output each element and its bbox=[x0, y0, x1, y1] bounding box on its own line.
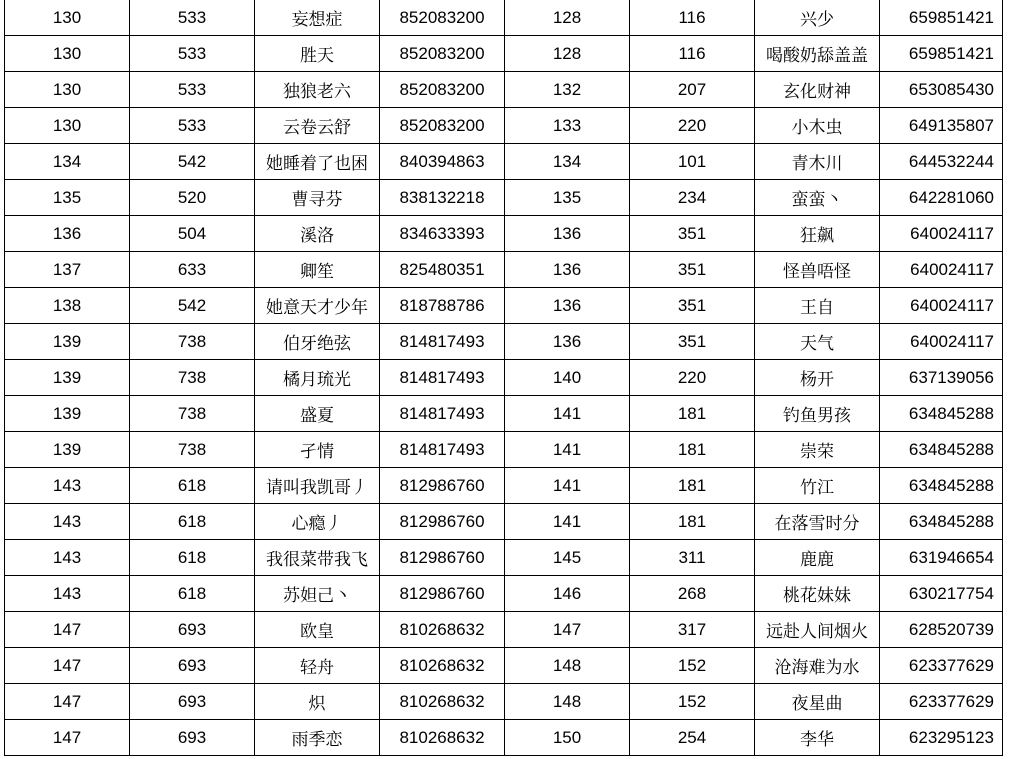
rank-cell: 140 bbox=[505, 360, 630, 396]
table-row bbox=[5, 720, 1003, 756]
player-name-cell: 苏妲己丶 bbox=[255, 576, 380, 612]
level-cell: 317 bbox=[630, 612, 755, 648]
score-cell: 640024117 bbox=[880, 324, 1003, 360]
table-row bbox=[5, 684, 1003, 720]
score-cell: 812986760 bbox=[380, 468, 505, 504]
rank-cell: 130 bbox=[5, 72, 130, 108]
player-name-cell: 盛夏 bbox=[255, 396, 380, 432]
table-row bbox=[5, 432, 1003, 468]
player-name-cell: 狂飙 bbox=[755, 216, 880, 252]
player-name-cell: 远赴人间烟火 bbox=[755, 612, 880, 648]
player-name-cell: 天气 bbox=[755, 324, 880, 360]
rank-cell: 141 bbox=[505, 468, 630, 504]
rank-cell: 141 bbox=[505, 396, 630, 432]
score-cell: 852083200 bbox=[380, 108, 505, 144]
level-cell: 618 bbox=[130, 504, 255, 540]
level-cell: 618 bbox=[130, 540, 255, 576]
rank-cell: 143 bbox=[5, 576, 130, 612]
level-cell: 311 bbox=[630, 540, 755, 576]
ranking-table bbox=[4, 0, 1003, 756]
table-row bbox=[5, 72, 1003, 108]
score-cell: 659851421 bbox=[880, 0, 1003, 36]
table-row bbox=[5, 360, 1003, 396]
rank-cell: 143 bbox=[5, 468, 130, 504]
rank-cell: 136 bbox=[5, 216, 130, 252]
player-name-cell: 玄化财神 bbox=[755, 72, 880, 108]
rank-cell: 138 bbox=[5, 288, 130, 324]
player-name-cell: 轻舟 bbox=[255, 648, 380, 684]
score-cell: 634845288 bbox=[880, 396, 1003, 432]
player-name-cell: 喝酸奶舔盖盖 bbox=[755, 36, 880, 72]
score-cell: 852083200 bbox=[380, 72, 505, 108]
score-cell: 623377629 bbox=[880, 684, 1003, 720]
rank-cell: 147 bbox=[505, 612, 630, 648]
player-name-cell: 崇荣 bbox=[755, 432, 880, 468]
score-cell: 640024117 bbox=[880, 288, 1003, 324]
level-cell: 181 bbox=[630, 396, 755, 432]
score-cell: 810268632 bbox=[380, 684, 505, 720]
score-cell: 814817493 bbox=[380, 324, 505, 360]
table-row bbox=[5, 144, 1003, 180]
player-name-cell: 鹿鹿 bbox=[755, 540, 880, 576]
level-cell: 738 bbox=[130, 432, 255, 468]
level-cell: 351 bbox=[630, 252, 755, 288]
rank-cell: 139 bbox=[5, 360, 130, 396]
score-cell: 810268632 bbox=[380, 648, 505, 684]
player-name-cell: 小木虫 bbox=[755, 108, 880, 144]
score-cell: 649135807 bbox=[880, 108, 1003, 144]
level-cell: 101 bbox=[630, 144, 755, 180]
rank-cell: 128 bbox=[505, 0, 630, 36]
table-row bbox=[5, 108, 1003, 144]
rank-cell: 143 bbox=[5, 504, 130, 540]
level-cell: 268 bbox=[630, 576, 755, 612]
player-name-cell: 怪兽唔怪 bbox=[755, 252, 880, 288]
score-cell: 634845288 bbox=[880, 432, 1003, 468]
level-cell: 618 bbox=[130, 576, 255, 612]
table-row bbox=[5, 504, 1003, 540]
score-cell: 628520739 bbox=[880, 612, 1003, 648]
rank-cell: 136 bbox=[505, 288, 630, 324]
score-cell: 838132218 bbox=[380, 180, 505, 216]
rank-cell: 145 bbox=[505, 540, 630, 576]
level-cell: 351 bbox=[630, 288, 755, 324]
level-cell: 693 bbox=[130, 648, 255, 684]
player-name-cell: 请叫我凯哥丿 bbox=[255, 468, 380, 504]
rank-cell: 133 bbox=[505, 108, 630, 144]
player-name-cell: 曹寻芬 bbox=[255, 180, 380, 216]
player-name-cell: 孑情 bbox=[255, 432, 380, 468]
score-cell: 640024117 bbox=[880, 252, 1003, 288]
score-cell: 653085430 bbox=[880, 72, 1003, 108]
rank-cell: 148 bbox=[505, 648, 630, 684]
player-name-cell: 兴少 bbox=[755, 0, 880, 36]
rank-cell: 132 bbox=[505, 72, 630, 108]
score-cell: 814817493 bbox=[380, 360, 505, 396]
score-cell: 814817493 bbox=[380, 432, 505, 468]
level-cell: 220 bbox=[630, 108, 755, 144]
player-name-cell: 独狼老六 bbox=[255, 72, 380, 108]
rank-cell: 135 bbox=[505, 180, 630, 216]
rank-cell: 147 bbox=[5, 612, 130, 648]
player-name-cell: 钓鱼男孩 bbox=[755, 396, 880, 432]
score-cell: 623295123 bbox=[880, 720, 1003, 756]
player-name-cell: 青木川 bbox=[755, 144, 880, 180]
score-cell: 634845288 bbox=[880, 504, 1003, 540]
rank-cell: 147 bbox=[5, 720, 130, 756]
level-cell: 533 bbox=[130, 72, 255, 108]
level-cell: 738 bbox=[130, 396, 255, 432]
player-name-cell: 桃花妹妹 bbox=[755, 576, 880, 612]
rank-cell: 136 bbox=[505, 252, 630, 288]
score-cell: 631946654 bbox=[880, 540, 1003, 576]
rank-cell: 130 bbox=[5, 108, 130, 144]
score-cell: 852083200 bbox=[380, 0, 505, 36]
level-cell: 504 bbox=[130, 216, 255, 252]
level-cell: 533 bbox=[130, 0, 255, 36]
score-cell: 825480351 bbox=[380, 252, 505, 288]
rank-cell: 141 bbox=[505, 432, 630, 468]
score-cell: 630217754 bbox=[880, 576, 1003, 612]
table-row bbox=[5, 180, 1003, 216]
table-row bbox=[5, 576, 1003, 612]
score-cell: 659851421 bbox=[880, 36, 1003, 72]
table-row bbox=[5, 540, 1003, 576]
rank-cell: 137 bbox=[5, 252, 130, 288]
rank-cell: 147 bbox=[5, 648, 130, 684]
level-cell: 207 bbox=[630, 72, 755, 108]
player-name-cell: 心瘾丿 bbox=[255, 504, 380, 540]
level-cell: 693 bbox=[130, 684, 255, 720]
score-cell: 812986760 bbox=[380, 540, 505, 576]
level-cell: 152 bbox=[630, 684, 755, 720]
player-name-cell: 炽 bbox=[255, 684, 380, 720]
table-row bbox=[5, 468, 1003, 504]
player-name-cell: 杨开 bbox=[755, 360, 880, 396]
player-name-cell: 竹江 bbox=[755, 468, 880, 504]
player-name-cell: 在落雪时分 bbox=[755, 504, 880, 540]
rank-cell: 135 bbox=[5, 180, 130, 216]
table-row bbox=[5, 288, 1003, 324]
level-cell: 738 bbox=[130, 360, 255, 396]
level-cell: 520 bbox=[130, 180, 255, 216]
level-cell: 254 bbox=[630, 720, 755, 756]
rank-cell: 139 bbox=[5, 324, 130, 360]
rank-cell: 150 bbox=[505, 720, 630, 756]
rank-cell: 128 bbox=[505, 36, 630, 72]
rank-cell: 136 bbox=[505, 324, 630, 360]
level-cell: 181 bbox=[630, 432, 755, 468]
rank-cell: 130 bbox=[5, 36, 130, 72]
rank-cell: 146 bbox=[505, 576, 630, 612]
player-name-cell: 雨季恋 bbox=[255, 720, 380, 756]
level-cell: 116 bbox=[630, 0, 755, 36]
score-cell: 634845288 bbox=[880, 468, 1003, 504]
score-cell: 637139056 bbox=[880, 360, 1003, 396]
score-cell: 818788786 bbox=[380, 288, 505, 324]
table-row bbox=[5, 0, 1003, 36]
rank-cell: 141 bbox=[505, 504, 630, 540]
level-cell: 533 bbox=[130, 36, 255, 72]
level-cell: 234 bbox=[630, 180, 755, 216]
rank-cell: 139 bbox=[5, 396, 130, 432]
level-cell: 618 bbox=[130, 468, 255, 504]
player-name-cell: 云卷云舒 bbox=[255, 108, 380, 144]
level-cell: 351 bbox=[630, 324, 755, 360]
level-cell: 181 bbox=[630, 504, 755, 540]
level-cell: 542 bbox=[130, 288, 255, 324]
rank-cell: 143 bbox=[5, 540, 130, 576]
table-row bbox=[5, 252, 1003, 288]
score-cell: 840394863 bbox=[380, 144, 505, 180]
player-name-cell: 王自 bbox=[755, 288, 880, 324]
rank-cell: 136 bbox=[505, 216, 630, 252]
level-cell: 542 bbox=[130, 144, 255, 180]
score-cell: 814817493 bbox=[380, 396, 505, 432]
player-name-cell: 溪洛 bbox=[255, 216, 380, 252]
level-cell: 181 bbox=[630, 468, 755, 504]
player-name-cell: 伯牙绝弦 bbox=[255, 324, 380, 360]
score-cell: 644532244 bbox=[880, 144, 1003, 180]
player-name-cell: 我很菜带我飞 bbox=[255, 540, 380, 576]
table-row bbox=[5, 324, 1003, 360]
score-cell: 640024117 bbox=[880, 216, 1003, 252]
rank-cell: 139 bbox=[5, 432, 130, 468]
score-cell: 852083200 bbox=[380, 36, 505, 72]
player-name-cell: 橘月琉光 bbox=[255, 360, 380, 396]
table-row bbox=[5, 36, 1003, 72]
player-name-cell: 她意天才少年 bbox=[255, 288, 380, 324]
player-name-cell: 沧海难为水 bbox=[755, 648, 880, 684]
player-name-cell: 夜星曲 bbox=[755, 684, 880, 720]
player-name-cell: 她睡着了也困 bbox=[255, 144, 380, 180]
player-name-cell: 欧皇 bbox=[255, 612, 380, 648]
score-cell: 834633393 bbox=[380, 216, 505, 252]
level-cell: 152 bbox=[630, 648, 755, 684]
table-row bbox=[5, 612, 1003, 648]
level-cell: 220 bbox=[630, 360, 755, 396]
rank-cell: 130 bbox=[5, 0, 130, 36]
player-name-cell: 蛮蛮丶 bbox=[755, 180, 880, 216]
level-cell: 693 bbox=[130, 612, 255, 648]
level-cell: 693 bbox=[130, 720, 255, 756]
player-name-cell: 李华 bbox=[755, 720, 880, 756]
player-name-cell: 卿笙 bbox=[255, 252, 380, 288]
table-row bbox=[5, 216, 1003, 252]
score-cell: 810268632 bbox=[380, 720, 505, 756]
rank-cell: 148 bbox=[505, 684, 630, 720]
table-body bbox=[5, 0, 1003, 756]
rank-cell: 134 bbox=[505, 144, 630, 180]
score-cell: 623377629 bbox=[880, 648, 1003, 684]
score-cell: 810268632 bbox=[380, 612, 505, 648]
score-cell: 812986760 bbox=[380, 504, 505, 540]
rank-cell: 147 bbox=[5, 684, 130, 720]
level-cell: 533 bbox=[130, 108, 255, 144]
rank-cell: 134 bbox=[5, 144, 130, 180]
player-name-cell: 胜天 bbox=[255, 36, 380, 72]
table-row bbox=[5, 648, 1003, 684]
table-row bbox=[5, 396, 1003, 432]
level-cell: 633 bbox=[130, 252, 255, 288]
score-cell: 642281060 bbox=[880, 180, 1003, 216]
level-cell: 351 bbox=[630, 216, 755, 252]
score-cell: 812986760 bbox=[380, 576, 505, 612]
level-cell: 738 bbox=[130, 324, 255, 360]
player-name-cell: 妄想症 bbox=[255, 0, 380, 36]
level-cell: 116 bbox=[630, 36, 755, 72]
